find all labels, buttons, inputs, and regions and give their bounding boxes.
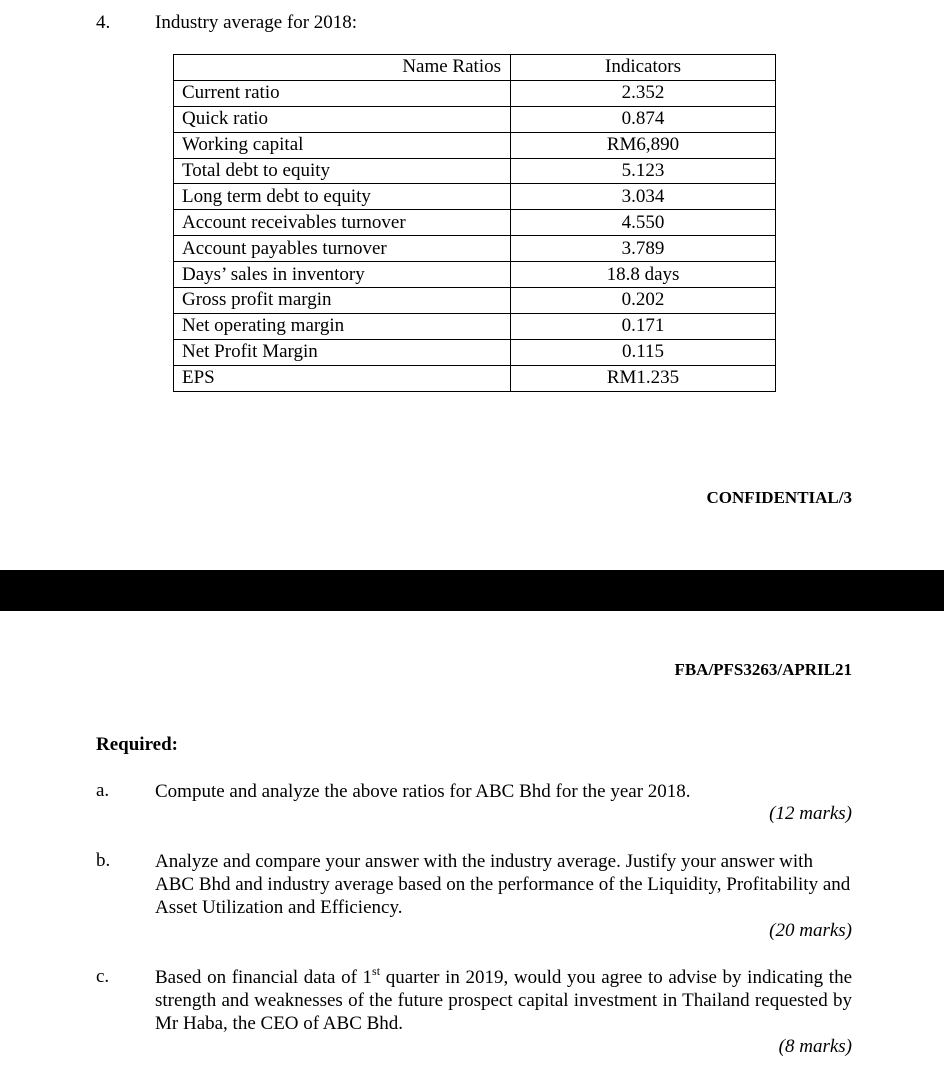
- ratio-value: 2.352: [511, 80, 776, 106]
- ratio-value: 18.8 days: [511, 262, 776, 288]
- ratio-value: 0.874: [511, 106, 776, 132]
- item-letter-c: c.: [96, 966, 110, 987]
- table-row: [174, 339, 776, 365]
- marks-c: (8 marks): [778, 1036, 852, 1057]
- question-title: Industry average for 2018:: [155, 12, 358, 33]
- item-text-a: Compute and analyze the above ratios for ABC Bhd for the year 2018.: [155, 781, 691, 802]
- ratio-value: 0.202: [511, 288, 776, 314]
- table-header-row: [174, 55, 776, 81]
- ratio-name: EPS: [174, 365, 511, 391]
- ratio-name: Gross profit margin: [174, 288, 511, 314]
- ratio-value: 4.550: [511, 210, 776, 236]
- ratio-name: Account receivables turnover: [174, 210, 511, 236]
- ratio-name: Current ratio: [174, 80, 511, 106]
- ratio-name: Long term debt to equity: [174, 184, 511, 210]
- table-row: [174, 365, 776, 391]
- table-row: [174, 313, 776, 339]
- ratio-value: 5.123: [511, 158, 776, 184]
- table-row: [174, 80, 776, 106]
- table-row: [174, 158, 776, 184]
- ratio-value: 3.789: [511, 236, 776, 262]
- ratio-name: Net operating margin: [174, 313, 511, 339]
- item-letter-a: a.: [96, 780, 110, 801]
- table-row: [174, 262, 776, 288]
- ratio-value: 3.034: [511, 184, 776, 210]
- ratio-value: RM6,890: [511, 132, 776, 158]
- ratios-table: [173, 54, 776, 392]
- course-code-header: FBA/PFS3263/APRIL21: [674, 660, 852, 679]
- table-row: [174, 184, 776, 210]
- ratio-value: 0.115: [511, 339, 776, 365]
- table-row: [174, 132, 776, 158]
- item-text-b: Analyze and compare your answer with the industry average. Justify your answer with ABC Bhd and industry average based on the performance of the Liquidity, Profitability and Asset Utilization and Efficiency.: [155, 851, 851, 918]
- table-row: [174, 106, 776, 132]
- item-text-c: [155, 963, 852, 1035]
- item-text-c-part2: quarter in 2019, would you agree to advise by indicating the strength and weaknesses of the future prospect capital investment in Thailand requested by Mr Haba, the CEO of ABC Bhd.: [155, 967, 852, 1034]
- table-row: [174, 236, 776, 262]
- header-indicators: Indicators: [511, 55, 776, 81]
- question-number: 4.: [96, 12, 111, 33]
- ratio-name: Account payables turnover: [174, 236, 511, 262]
- page-break-bar: [0, 570, 944, 611]
- marks-b: (20 marks): [769, 920, 852, 941]
- marks-a: (12 marks): [769, 803, 852, 824]
- ordinal-suffix: st: [372, 963, 381, 978]
- table-row: [174, 288, 776, 314]
- table-row: [174, 210, 776, 236]
- ratio-name: Quick ratio: [174, 106, 511, 132]
- ratio-name: Total debt to equity: [174, 158, 511, 184]
- ratio-name: Working capital: [174, 132, 511, 158]
- ratio-value: 0.171: [511, 313, 776, 339]
- required-heading: Required:: [96, 734, 178, 755]
- confidential-footer: CONFIDENTIAL/3: [706, 488, 852, 507]
- ratio-value: RM1.235: [511, 365, 776, 391]
- header-name-ratios: Name Ratios: [174, 55, 511, 81]
- item-letter-b: b.: [96, 850, 111, 871]
- item-text-c-part1: Based on financial data of 1: [155, 967, 373, 988]
- ratio-name: Days’ sales in inventory: [174, 262, 511, 288]
- ratio-name: Net Profit Margin: [174, 339, 511, 365]
